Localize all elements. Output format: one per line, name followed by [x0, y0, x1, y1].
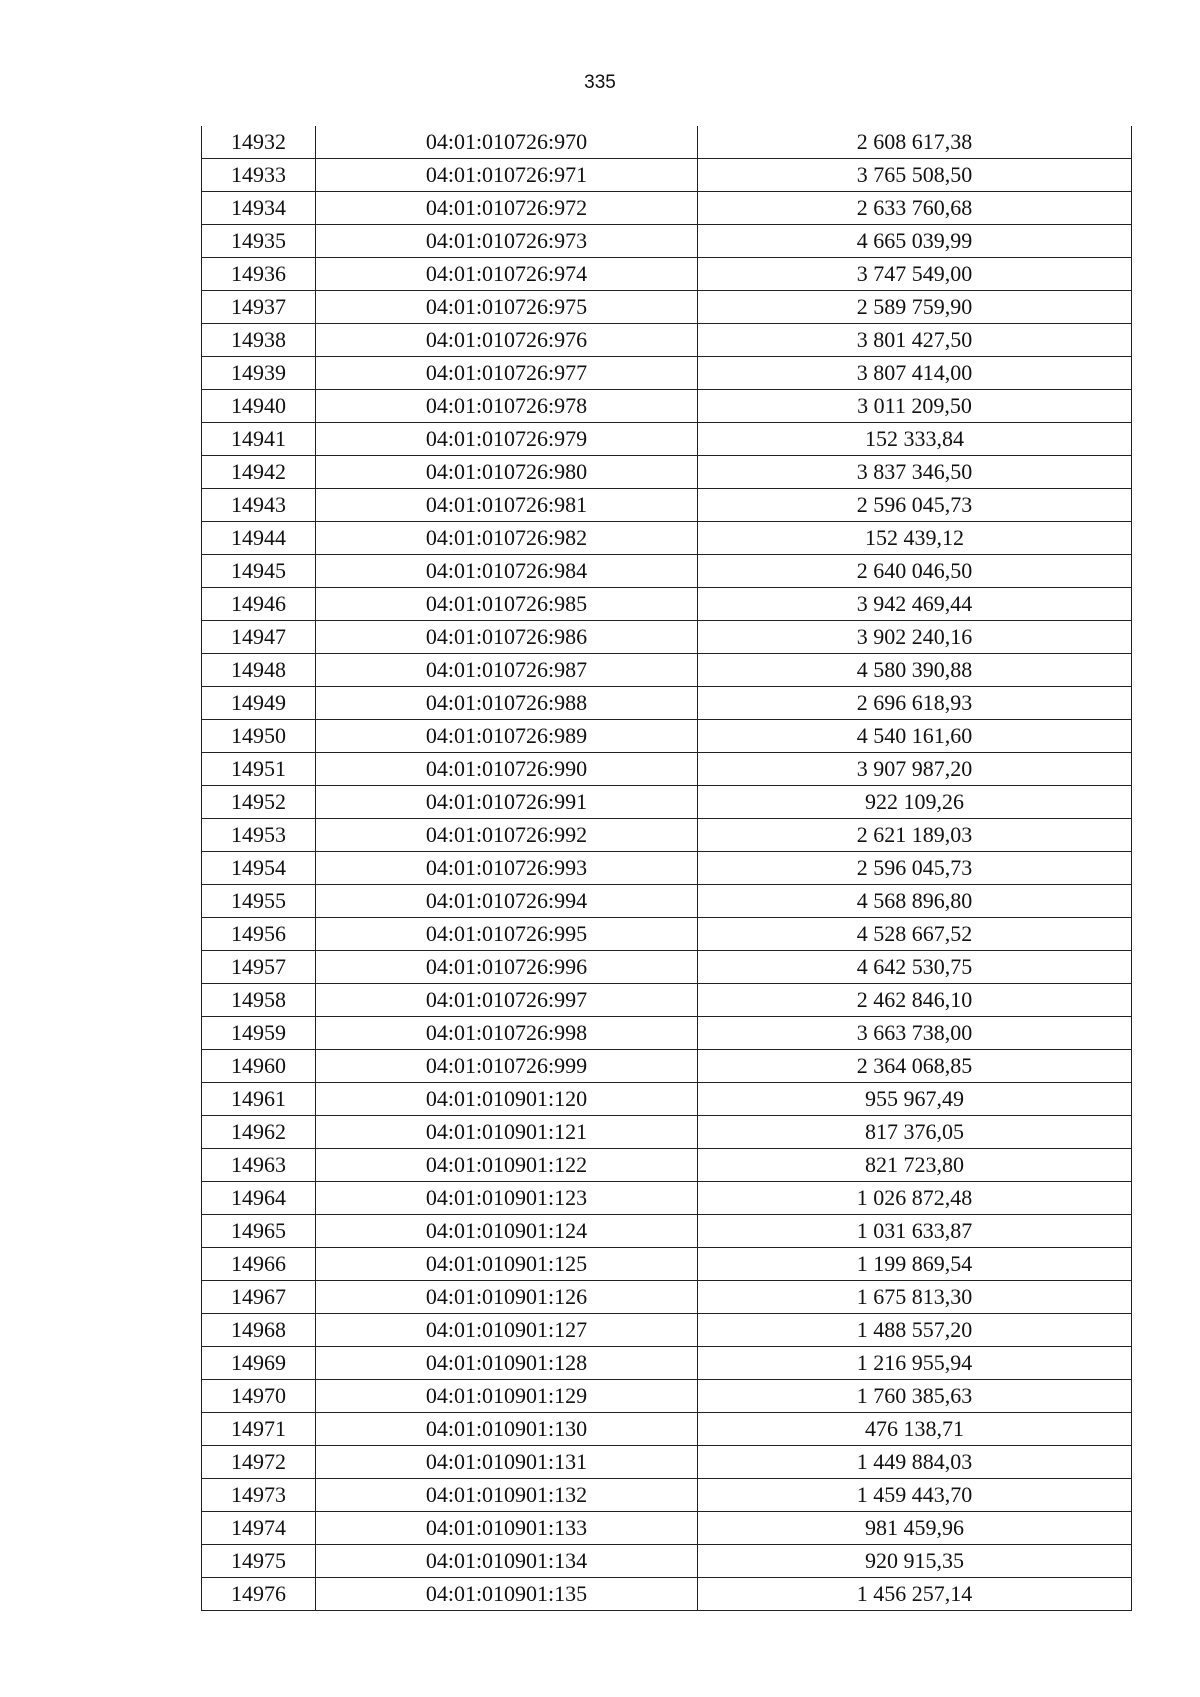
row-number-cell: 14943	[202, 489, 316, 522]
cadastral-value-cell: 3 801 427,50	[698, 324, 1132, 357]
row-number-cell: 14949	[202, 687, 316, 720]
cadastral-number-cell: 04:01:010901:124	[316, 1215, 698, 1248]
cadastral-value-cell: 2 589 759,90	[698, 291, 1132, 324]
cadastral-number-cell: 04:01:010726:987	[316, 654, 698, 687]
row-number-cell: 14963	[202, 1149, 316, 1182]
row-number-cell: 14940	[202, 390, 316, 423]
row-number-cell: 14970	[202, 1380, 316, 1413]
table-row	[202, 291, 1132, 324]
row-number-cell: 14968	[202, 1314, 316, 1347]
cadastral-value-cell: 1 031 633,87	[698, 1215, 1132, 1248]
cadastral-value-cell: 3 907 987,20	[698, 753, 1132, 786]
cadastral-value-cell: 922 109,26	[698, 786, 1132, 819]
cadastral-number-cell: 04:01:010726:978	[316, 390, 698, 423]
cadastral-number-cell: 04:01:010901:133	[316, 1512, 698, 1545]
cadastral-number-cell: 04:01:010726:980	[316, 456, 698, 489]
cadastral-number-cell: 04:01:010901:131	[316, 1446, 698, 1479]
cadastral-value-cell: 1 760 385,63	[698, 1380, 1132, 1413]
cadastral-value-cell: 3 011 209,50	[698, 390, 1132, 423]
table-row	[202, 786, 1132, 819]
cadastral-value-cell: 3 747 549,00	[698, 258, 1132, 291]
cadastral-value-cell: 955 967,49	[698, 1083, 1132, 1116]
row-number-cell: 14936	[202, 258, 316, 291]
cadastral-value-cell: 152 333,84	[698, 423, 1132, 456]
cadastral-number-cell: 04:01:010726:974	[316, 258, 698, 291]
registry-table	[201, 126, 1132, 1611]
table-row	[202, 918, 1132, 951]
table-row	[202, 1479, 1132, 1512]
row-number-cell: 14932	[202, 126, 316, 159]
table-row	[202, 654, 1132, 687]
row-number-cell: 14950	[202, 720, 316, 753]
cadastral-value-cell: 1 459 443,70	[698, 1479, 1132, 1512]
cadastral-number-cell: 04:01:010726:977	[316, 357, 698, 390]
cadastral-number-cell: 04:01:010726:975	[316, 291, 698, 324]
row-number-cell: 14958	[202, 984, 316, 1017]
cadastral-value-cell: 2 633 760,68	[698, 192, 1132, 225]
cadastral-value-cell: 1 199 869,54	[698, 1248, 1132, 1281]
row-number-cell: 14939	[202, 357, 316, 390]
cadastral-value-cell: 1 675 813,30	[698, 1281, 1132, 1314]
cadastral-number-cell: 04:01:010901:121	[316, 1116, 698, 1149]
table-row	[202, 1347, 1132, 1380]
row-number-cell: 14942	[202, 456, 316, 489]
cadastral-value-cell: 981 459,96	[698, 1512, 1132, 1545]
cadastral-number-cell: 04:01:010901:125	[316, 1248, 698, 1281]
row-number-cell: 14948	[202, 654, 316, 687]
row-number-cell: 14975	[202, 1545, 316, 1578]
table-row	[202, 1149, 1132, 1182]
cadastral-value-cell: 3 942 469,44	[698, 588, 1132, 621]
cadastral-value-cell: 2 596 045,73	[698, 489, 1132, 522]
cadastral-number-cell: 04:01:010726:994	[316, 885, 698, 918]
page-number: 335	[584, 72, 616, 93]
row-number-cell: 14935	[202, 225, 316, 258]
cadastral-number-cell: 04:01:010726:997	[316, 984, 698, 1017]
row-number-cell: 14956	[202, 918, 316, 951]
row-number-cell: 14973	[202, 1479, 316, 1512]
cadastral-number-cell: 04:01:010726:990	[316, 753, 698, 786]
row-number-cell: 14938	[202, 324, 316, 357]
cadastral-number-cell: 04:01:010726:981	[316, 489, 698, 522]
table-row	[202, 720, 1132, 753]
cadastral-value-cell: 2 640 046,50	[698, 555, 1132, 588]
table-row	[202, 258, 1132, 291]
table-row	[202, 324, 1132, 357]
cadastral-value-cell: 4 540 161,60	[698, 720, 1132, 753]
cadastral-value-cell: 2 621 189,03	[698, 819, 1132, 852]
cadastral-number-cell: 04:01:010901:134	[316, 1545, 698, 1578]
table-row	[202, 225, 1132, 258]
row-number-cell: 14971	[202, 1413, 316, 1446]
cadastral-number-cell: 04:01:010901:120	[316, 1083, 698, 1116]
cadastral-value-cell: 4 642 530,75	[698, 951, 1132, 984]
cadastral-number-cell: 04:01:010901:132	[316, 1479, 698, 1512]
cadastral-number-cell: 04:01:010726:973	[316, 225, 698, 258]
cadastral-number-cell: 04:01:010726:996	[316, 951, 698, 984]
cadastral-value-cell: 4 580 390,88	[698, 654, 1132, 687]
table-row	[202, 1050, 1132, 1083]
cadastral-number-cell: 04:01:010726:970	[316, 126, 698, 159]
table-row	[202, 456, 1132, 489]
cadastral-value-cell: 4 528 667,52	[698, 918, 1132, 951]
cadastral-value-cell: 3 765 508,50	[698, 159, 1132, 192]
cadastral-number-cell: 04:01:010726:972	[316, 192, 698, 225]
cadastral-value-cell: 821 723,80	[698, 1149, 1132, 1182]
cadastral-value-cell: 2 364 068,85	[698, 1050, 1132, 1083]
row-number-cell: 14944	[202, 522, 316, 555]
table-row	[202, 1182, 1132, 1215]
cadastral-value-cell: 152 439,12	[698, 522, 1132, 555]
cadastral-value-cell: 3 807 414,00	[698, 357, 1132, 390]
cadastral-number-cell: 04:01:010901:130	[316, 1413, 698, 1446]
cadastral-number-cell: 04:01:010901:128	[316, 1347, 698, 1380]
row-number-cell: 14952	[202, 786, 316, 819]
cadastral-value-cell: 2 696 618,93	[698, 687, 1132, 720]
table-row	[202, 1017, 1132, 1050]
table-row	[202, 852, 1132, 885]
row-number-cell: 14945	[202, 555, 316, 588]
cadastral-number-cell: 04:01:010726:995	[316, 918, 698, 951]
row-number-cell: 14941	[202, 423, 316, 456]
row-number-cell: 14959	[202, 1017, 316, 1050]
cadastral-number-cell: 04:01:010726:989	[316, 720, 698, 753]
cadastral-value-cell: 4 568 896,80	[698, 885, 1132, 918]
cadastral-value-cell: 2 608 617,38	[698, 126, 1132, 159]
row-number-cell: 14969	[202, 1347, 316, 1380]
cadastral-number-cell: 04:01:010901:129	[316, 1380, 698, 1413]
table-row	[202, 159, 1132, 192]
cadastral-number-cell: 04:01:010726:984	[316, 555, 698, 588]
table-row	[202, 1083, 1132, 1116]
table-row	[202, 555, 1132, 588]
cadastral-value-cell: 1 216 955,94	[698, 1347, 1132, 1380]
cadastral-value-cell: 920 915,35	[698, 1545, 1132, 1578]
cadastral-number-cell: 04:01:010726:992	[316, 819, 698, 852]
row-number-cell: 14934	[202, 192, 316, 225]
cadastral-value-cell: 1 026 872,48	[698, 1182, 1132, 1215]
cadastral-number-cell: 04:01:010726:998	[316, 1017, 698, 1050]
row-number-cell: 14966	[202, 1248, 316, 1281]
table-row	[202, 687, 1132, 720]
cadastral-number-cell: 04:01:010726:999	[316, 1050, 698, 1083]
table-row	[202, 126, 1132, 159]
row-number-cell: 14965	[202, 1215, 316, 1248]
cadastral-value-cell: 4 665 039,99	[698, 225, 1132, 258]
table-row	[202, 1215, 1132, 1248]
table-row	[202, 423, 1132, 456]
cadastral-number-cell: 04:01:010726:982	[316, 522, 698, 555]
cadastral-number-cell: 04:01:010901:123	[316, 1182, 698, 1215]
row-number-cell: 14960	[202, 1050, 316, 1083]
table-row	[202, 984, 1132, 1017]
table-row	[202, 357, 1132, 390]
row-number-cell: 14967	[202, 1281, 316, 1314]
table-row	[202, 1512, 1132, 1545]
table-row	[202, 489, 1132, 522]
row-number-cell: 14957	[202, 951, 316, 984]
row-number-cell: 14953	[202, 819, 316, 852]
cadastral-number-cell: 04:01:010726:985	[316, 588, 698, 621]
row-number-cell: 14964	[202, 1182, 316, 1215]
registry-table-body	[202, 126, 1132, 1611]
table-row	[202, 885, 1132, 918]
table-row	[202, 522, 1132, 555]
cadastral-number-cell: 04:01:010901:127	[316, 1314, 698, 1347]
cadastral-number-cell: 04:01:010726:988	[316, 687, 698, 720]
table-row	[202, 1380, 1132, 1413]
cadastral-number-cell: 04:01:010726:993	[316, 852, 698, 885]
table-row	[202, 1248, 1132, 1281]
table-row	[202, 1446, 1132, 1479]
cadastral-number-cell: 04:01:010901:135	[316, 1578, 698, 1611]
cadastral-value-cell: 1 456 257,14	[698, 1578, 1132, 1611]
table-row	[202, 819, 1132, 852]
row-number-cell: 14974	[202, 1512, 316, 1545]
table-row	[202, 1413, 1132, 1446]
cadastral-value-cell: 2 596 045,73	[698, 852, 1132, 885]
cadastral-number-cell: 04:01:010726:986	[316, 621, 698, 654]
cadastral-value-cell: 3 902 240,16	[698, 621, 1132, 654]
cadastral-number-cell: 04:01:010726:991	[316, 786, 698, 819]
row-number-cell: 14951	[202, 753, 316, 786]
table-row	[202, 588, 1132, 621]
table-row	[202, 1281, 1132, 1314]
row-number-cell: 14962	[202, 1116, 316, 1149]
cadastral-value-cell: 1 449 884,03	[698, 1446, 1132, 1479]
cadastral-number-cell: 04:01:010726:971	[316, 159, 698, 192]
row-number-cell: 14954	[202, 852, 316, 885]
cadastral-number-cell: 04:01:010901:122	[316, 1149, 698, 1182]
row-number-cell: 14972	[202, 1446, 316, 1479]
row-number-cell: 14947	[202, 621, 316, 654]
row-number-cell: 14933	[202, 159, 316, 192]
table-row	[202, 1545, 1132, 1578]
row-number-cell: 14976	[202, 1578, 316, 1611]
cadastral-value-cell: 2 462 846,10	[698, 984, 1132, 1017]
row-number-cell: 14955	[202, 885, 316, 918]
table-row	[202, 390, 1132, 423]
row-number-cell: 14946	[202, 588, 316, 621]
table-row	[202, 753, 1132, 786]
table-row	[202, 951, 1132, 984]
cadastral-number-cell: 04:01:010726:979	[316, 423, 698, 456]
table-row	[202, 1116, 1132, 1149]
row-number-cell: 14937	[202, 291, 316, 324]
cadastral-number-cell: 04:01:010901:126	[316, 1281, 698, 1314]
table-row	[202, 192, 1132, 225]
cadastral-value-cell: 817 376,05	[698, 1116, 1132, 1149]
cadastral-value-cell: 1 488 557,20	[698, 1314, 1132, 1347]
row-number-cell: 14961	[202, 1083, 316, 1116]
table-row	[202, 621, 1132, 654]
cadastral-value-cell: 3 837 346,50	[698, 456, 1132, 489]
cadastral-value-cell: 3 663 738,00	[698, 1017, 1132, 1050]
table-row	[202, 1578, 1132, 1611]
cadastral-number-cell: 04:01:010726:976	[316, 324, 698, 357]
table-row	[202, 1314, 1132, 1347]
cadastral-value-cell: 476 138,71	[698, 1413, 1132, 1446]
